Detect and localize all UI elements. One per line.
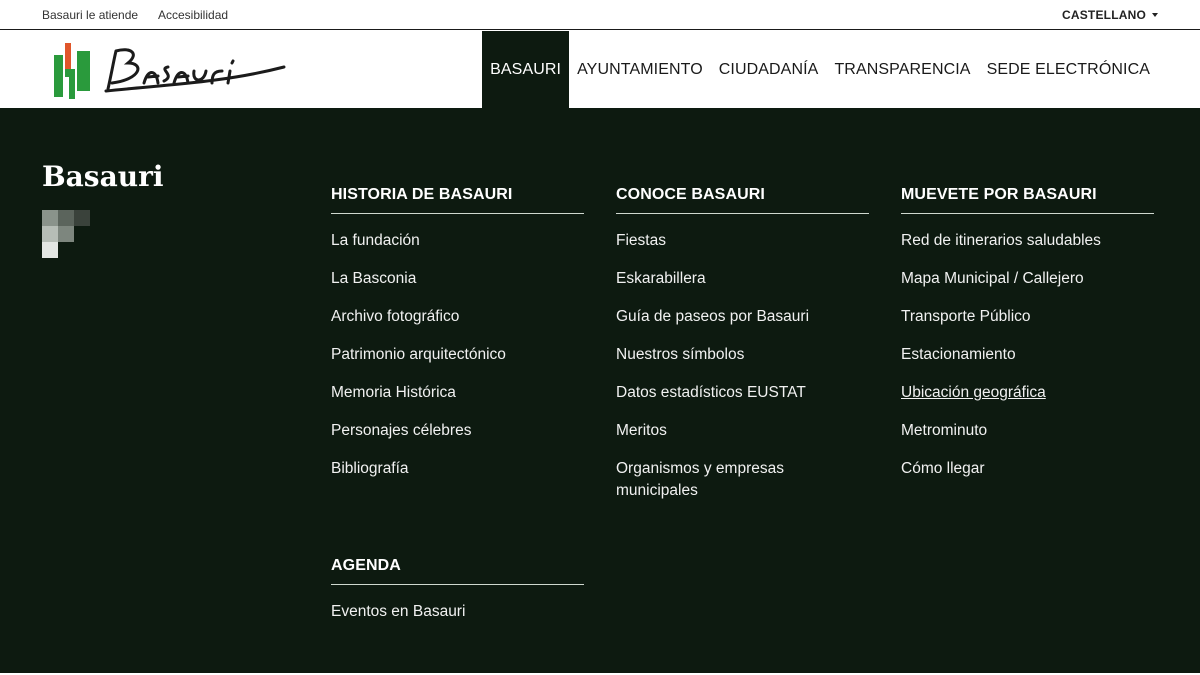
menu-link[interactable]: Red de itinerarios saludables xyxy=(901,232,1101,249)
top-utility-bar xyxy=(0,0,1200,30)
mega-menu-panel xyxy=(0,108,1200,673)
pixel-mosaic-icon xyxy=(42,210,90,258)
menu-link[interactable]: Guía de paseos por Basauri xyxy=(616,308,810,325)
menu-link[interactable]: Organismos y empresas municipales xyxy=(616,460,784,499)
menu-link[interactable]: Archivo fotográfico xyxy=(331,308,460,325)
menu-link[interactable]: Metrominuto xyxy=(901,422,988,439)
menu-link[interactable]: Personajes célebres xyxy=(331,422,472,439)
menu-link[interactable]: La Basconia xyxy=(331,270,417,287)
menu-link[interactable]: Mapa Municipal / Callejero xyxy=(901,270,1084,287)
menu-link[interactable]: Eskarabillera xyxy=(616,270,706,287)
menu-link[interactable]: Transporte Público xyxy=(901,308,1031,325)
site-header xyxy=(0,31,1200,108)
column-heading: HISTORIA DE BASAURI xyxy=(331,186,584,214)
column-agenda xyxy=(331,557,584,639)
main-nav xyxy=(482,31,1158,108)
link-accesibilidad[interactable]: Accesibilidad xyxy=(158,8,229,22)
nav-basauri[interactable]: BASAURI xyxy=(482,31,569,108)
menu-link[interactable]: Eventos en Basauri xyxy=(331,603,466,620)
nav-transparencia[interactable]: TRANSPARENCIA xyxy=(834,60,971,78)
column-muevete xyxy=(901,186,1154,496)
nav-sede-electronica[interactable]: SEDE ELECTRÓNICA xyxy=(986,60,1150,78)
menu-link[interactable]: La fundación xyxy=(331,232,420,249)
link-basauri-le-atiende[interactable]: Basauri le atiende xyxy=(42,8,139,22)
menu-link-hovered[interactable]: Ubicación geográfica xyxy=(901,384,1046,401)
nav-ciudadania[interactable]: CIUDADANÍA xyxy=(718,60,819,78)
column-heading: CONOCE BASAURI xyxy=(616,186,869,214)
language-label: CASTELLANO xyxy=(1062,8,1146,22)
column-heading: AGENDA xyxy=(331,557,584,585)
menu-link[interactable]: Estacionamiento xyxy=(901,346,1016,363)
nav-ayuntamiento[interactable]: AYUNTAMIENTO xyxy=(577,60,703,78)
column-conoce xyxy=(616,186,869,518)
menu-link[interactable]: Bibliografía xyxy=(331,460,409,477)
menu-link[interactable]: Meritos xyxy=(616,422,667,439)
menu-link[interactable]: Patrimonio arquitectónico xyxy=(331,346,506,363)
basauri-logo-icon xyxy=(52,39,302,101)
menu-link[interactable]: Datos estadísticos EUSTAT xyxy=(616,384,806,401)
menu-link[interactable]: Fiestas xyxy=(616,232,666,249)
language-selector[interactable] xyxy=(1062,8,1158,22)
basauri-logo[interactable] xyxy=(52,39,302,101)
column-heading: MUEVETE POR BASAURI xyxy=(901,186,1154,214)
menu-link[interactable]: Cómo llegar xyxy=(901,460,985,477)
caret-down-icon xyxy=(1152,13,1158,17)
menu-link[interactable]: Nuestros símbolos xyxy=(616,346,745,363)
menu-title: Basauri xyxy=(42,160,164,193)
column-historia xyxy=(331,186,584,496)
menu-link[interactable]: Memoria Histórica xyxy=(331,384,456,401)
